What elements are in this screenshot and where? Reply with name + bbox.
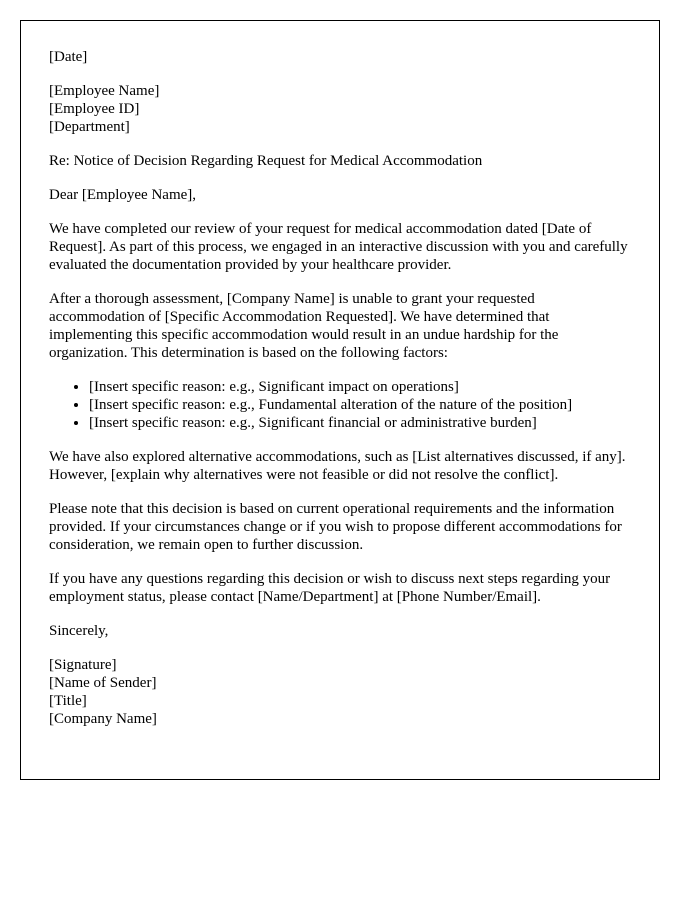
recipient-name: [Employee Name] <box>49 83 160 99</box>
reasons-list <box>49 378 631 432</box>
sender-company: [Company Name] <box>49 711 157 727</box>
recipient-id: [Employee ID] <box>49 101 140 117</box>
sender-title: [Title] <box>49 693 87 709</box>
paragraph-alternatives: We have also explored alternative accommodations, such as [List alternatives discussed, if any]. However, [explain why alternatives were not feasible or did not resolve the conflict]. <box>49 449 626 483</box>
signature-line: [Signature] <box>49 657 117 673</box>
reason-item: • [Insert specific reason: e.g., Significant financial or administrative burden] <box>89 414 631 432</box>
paragraph-contact: If you have any questions regarding this decision or wish to discuss next steps regarding your employment status, please contact [Name/Department] at [Phone Number/Email]. <box>49 571 611 605</box>
salutation: Dear [Employee Name], <box>49 187 197 203</box>
closing: Sincerely, <box>49 623 109 639</box>
subject-line: Re: Notice of Decision Regarding Request for Medical Accommodation <box>49 153 483 169</box>
paragraph-review: We have completed our review of your request for medical accommodation dated [Date of Request]. As part of this process, we engaged in an interactive discussion with you and carefully evaluated the documentation provided by your healthcare provider. <box>49 221 628 273</box>
recipient-department: [Department] <box>49 119 130 135</box>
signature-block <box>49 656 631 728</box>
paragraph-decision: After a thorough assessment, [Company Name] is unable to grant your requested accommodation of [Specific Accommodation Requested]. We have determined that implementing this specific accommodation would result in an undue hardship for the organization. This determination is based on the following factors: <box>49 291 559 361</box>
recipient-block <box>49 82 631 136</box>
paragraph-note: Please note that this decision is based on current operational requirements and the information provided. If your circumstances change or if you wish to propose different accommodations for consideration, we remain open to further discussion. <box>49 501 622 553</box>
letter-date: [Date] <box>49 49 88 65</box>
letter-page <box>20 20 660 780</box>
reason-item: • [Insert specific reason: e.g., Fundamental alteration of the nature of the position] <box>89 396 631 414</box>
sender-name: [Name of Sender] <box>49 675 157 691</box>
reason-item: • [Insert specific reason: e.g., Significant impact on operations] <box>89 378 631 396</box>
